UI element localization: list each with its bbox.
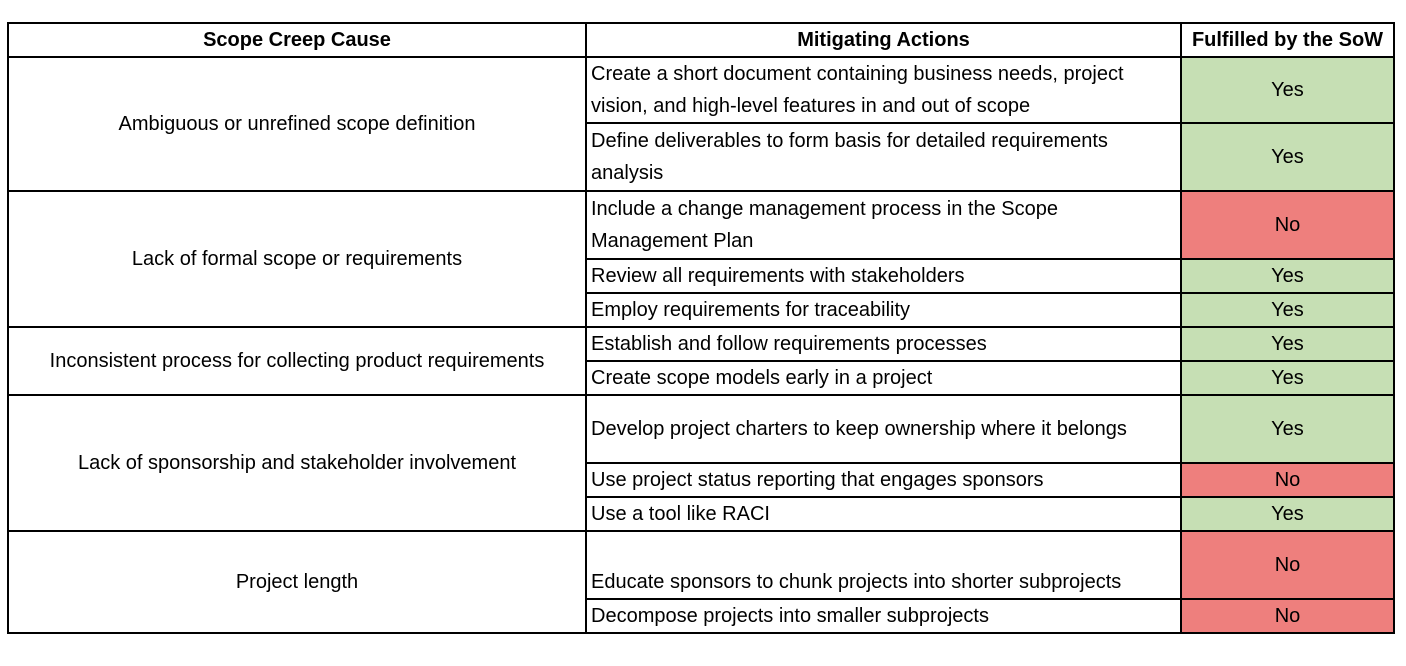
table-row <box>8 531 1394 599</box>
action-cell: Decompose projects into smaller subprojects <box>586 599 1181 633</box>
status-cell: No <box>1181 463 1394 497</box>
cause-cell: Lack of formal scope or requirements <box>8 191 586 327</box>
header-row <box>8 23 1394 57</box>
action-cell: Create a short document containing business needs, project vision, and high-level features in and out of scope <box>586 57 1181 123</box>
header-fulfilled: Fulfilled by the SoW <box>1181 23 1394 57</box>
action-cell: Employ requirements for traceability <box>586 293 1181 327</box>
cause-cell: Ambiguous or unrefined scope definition <box>8 57 586 191</box>
status-cell: Yes <box>1181 395 1394 463</box>
status-cell: No <box>1181 191 1394 259</box>
status-cell: No <box>1181 599 1394 633</box>
action-cell: Define deliverables to form basis for detailed requirements analysis <box>586 123 1181 191</box>
action-cell: Use a tool like RACI <box>586 497 1181 531</box>
status-cell: Yes <box>1181 361 1394 395</box>
status-cell: Yes <box>1181 57 1394 123</box>
action-cell: Develop project charters to keep ownership where it belongs <box>586 395 1181 463</box>
table-row <box>8 191 1394 259</box>
cause-cell: Project length <box>8 531 586 633</box>
status-cell: Yes <box>1181 259 1394 293</box>
header-mitigating-actions: Mitigating Actions <box>586 23 1181 57</box>
header-cause: Scope Creep Cause <box>8 23 586 57</box>
action-cell: Create scope models early in a project <box>586 361 1181 395</box>
status-cell: Yes <box>1181 123 1394 191</box>
status-cell: No <box>1181 531 1394 599</box>
status-cell: Yes <box>1181 497 1394 531</box>
action-cell: Include a change management process in the Scope Management Plan <box>586 191 1181 259</box>
table-row <box>8 395 1394 463</box>
cause-cell: Lack of sponsorship and stakeholder involvement <box>8 395 586 531</box>
cause-cell: Inconsistent process for collecting product requirements <box>8 327 586 395</box>
action-cell: Establish and follow requirements processes <box>586 327 1181 361</box>
table-row <box>8 57 1394 123</box>
action-cell: Review all requirements with stakeholders <box>586 259 1181 293</box>
status-cell: Yes <box>1181 327 1394 361</box>
status-cell: Yes <box>1181 293 1394 327</box>
table-row <box>8 327 1394 361</box>
scope-creep-table <box>7 22 1395 634</box>
action-cell: Educate sponsors to chunk projects into shorter subprojects <box>586 531 1181 599</box>
action-cell: Use project status reporting that engages sponsors <box>586 463 1181 497</box>
